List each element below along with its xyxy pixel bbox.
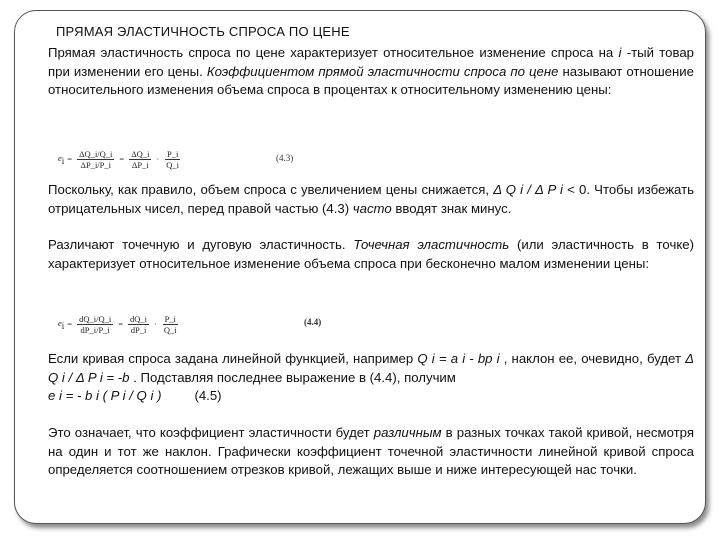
equation-number: (4.3) xyxy=(276,153,294,163)
text: (или эластичность в точке) характеризует относительное изменение объема спроса при бесконечно малом изменении цены: xyxy=(48,237,694,271)
fraction: $\frac{dQ\_i}{dP\_i}$ xyxy=(130,313,148,335)
paragraph-conclusion xyxy=(48,424,694,480)
slide-title: ПРЯМАЯ ЭЛАСТИЧНОСТЬ СПРОСА ПО ЦЕНЕ xyxy=(56,24,350,39)
fraction: $\frac{\Delta Q\_i/Q\_i}{\Delta P\_i/P\_i}$ xyxy=(79,148,113,170)
equals-sign: = xyxy=(67,154,73,164)
fraction: $\frac{\Delta Q\_i}{\Delta P\_i}$ xyxy=(131,148,150,170)
ratio-expression: Δ Q i / Δ P i xyxy=(493,182,563,197)
term-point-elasticity: Точечная эластичность xyxy=(353,237,510,252)
slope-expression: Δ Q i / Δ P i = -b xyxy=(48,351,694,385)
equals-sign: = xyxy=(119,154,125,164)
equation-4-5: e i = - b i ( P i / Q i ) xyxy=(48,388,162,403)
paragraph-point-elasticity xyxy=(48,236,694,273)
text: -тый товар при изменении его цены. xyxy=(48,45,694,79)
formula-lhs: ei xyxy=(58,152,65,166)
text: вводят знак минус. xyxy=(391,200,512,216)
text: . Подставляя последнее выражение в (4.4), получим xyxy=(129,369,456,385)
text: в разных точках такой кривой, несмотря на один и тот же наклон. Графически коэффициент точечной эластичности линейной кривой спроса определяется соотношением отрезков кривой, лежащих выше и ниже интересующей нас точки. xyxy=(48,425,694,477)
fraction: $\frac{dQ\_i/Q\_i}{dP\_i/P\_i}$ xyxy=(79,313,112,335)
text: , наклон ее, очевидно, будет xyxy=(499,351,686,366)
paragraph-definition xyxy=(48,44,694,100)
equals-sign: = xyxy=(118,319,124,329)
text: Поскольку, как правило, объем спроса с увеличением цены снижается, xyxy=(48,182,494,197)
formula-lhs: ei xyxy=(58,317,65,331)
fraction: $\frac{P\_i}{Q\_i}$ xyxy=(166,148,180,170)
dot-operator: · xyxy=(154,319,157,329)
text: Это означает, что коэффициент эластичности будет xyxy=(48,425,374,440)
formula-4-4 xyxy=(58,310,181,338)
demand-function: Q i = a i - bp i xyxy=(417,351,500,366)
paragraph-linear-demand xyxy=(48,350,694,406)
equals-sign: = xyxy=(67,319,73,329)
text: Если кривая спроса задана линейной функцией, например xyxy=(48,351,418,366)
paragraph-sign xyxy=(48,181,694,218)
var-i: i xyxy=(618,45,622,60)
equation-number: (4.4) xyxy=(304,317,322,327)
text: называют отношение относительного изменения объема спроса в процентах к относительному изменению цены: xyxy=(48,63,694,97)
text: Прямая эластичность спроса по цене характеризует относительное изменение спроса на xyxy=(48,45,619,60)
formula-4-3 xyxy=(58,146,183,172)
fraction: $\frac{P\_i}{Q\_i}$ xyxy=(163,313,177,335)
text: Различают точечную и дуговую эластичность. xyxy=(48,237,354,252)
text: < 0. Чтобы избежать отрицательных чисел, перед правой частью (4.3) xyxy=(48,182,694,216)
dot-operator: · xyxy=(156,154,160,164)
emphasis: различным xyxy=(373,425,442,440)
term-coefficient: Коэффициентом прямой эластичности спроса по цене xyxy=(206,63,559,79)
emphasis: часто xyxy=(352,200,392,216)
equation-number: (4.5) xyxy=(194,388,222,403)
